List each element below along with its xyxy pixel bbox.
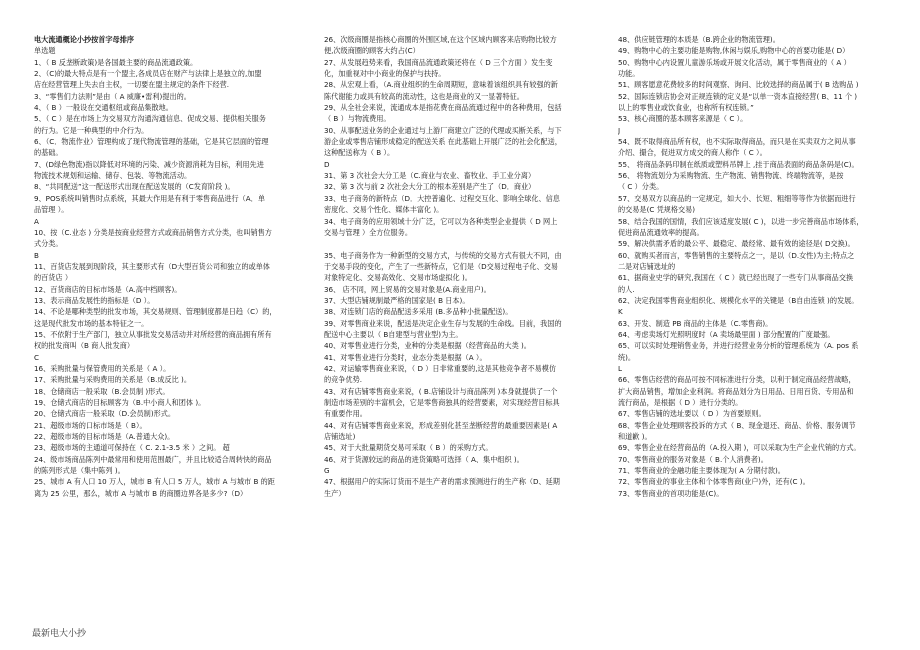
text-line: 对象特定化、交易高效化、交易市场虚拟化 )。 — [324, 273, 472, 283]
text-line: 59、解决供需矛盾的最公平、最稳定、最经常、最有效的途径是( D交换)。 — [618, 239, 855, 249]
text-line: 交易与管理 ）全方位服务。 — [324, 227, 412, 237]
text-line: 统)。 — [618, 352, 636, 362]
text-line: 42、对运输零售商业来说，（ D ）日非常重要的,这是其他竞争者不易模仿 — [324, 363, 557, 373]
text-line: 权的批发商叫（B 商人批发商） — [34, 341, 134, 351]
text-line: 68、零售企业处理顾客投诉的方式（ B、现金退还、商品、价格、服务调节 — [618, 420, 856, 430]
text-line: 7、(D绿色物流)指以降低对环境的污染、减少资源消耗为目标，利用先进 — [34, 159, 264, 169]
text-line: 的基础。 — [34, 148, 63, 158]
text-line: 55、 将商品条码印制在纸质或塑料吊牌上 ,挂于商品表面的商品条码是(C)。 — [618, 159, 859, 169]
text-line: 73、零售商业的首项功能是(C)。 — [618, 488, 724, 498]
text-line: 4、（ B ）一般设在交通枢纽或商品集散地。 — [34, 103, 173, 113]
text-line: 店在经营管理上失去自主权，一切要在盟主规定的条件下经营. — [34, 80, 230, 90]
text-line: 2、（C)的最大特点是有一个盟主,各成员店在财产与法律上是独立的,加盟 — [34, 69, 262, 79]
text-line: 25、城市 A 有人口 10 万人，城市 B 有人口 5 万人，城市 A 与城市 B 的距 — [34, 477, 275, 487]
text-line: B — [34, 250, 39, 260]
text-line: 14、不论是哪种类型的批发市场，其交易规则、管理制度都是日趋（C）的， — [34, 307, 277, 317]
text-line: 于交易手段的变化，产生了一些新特点，它们是（D交易过程电子化、交易 — [324, 261, 558, 271]
text-line: 45、对于大批量期货交易可采取（ B ）的采购方式。 — [324, 443, 493, 453]
text-line: 72、零售商业的事业主体和个体零售商(业户)外，还有(C )。 — [618, 477, 810, 487]
text-line: 29、从全社会来说，流通成本是指花费在商品流通过程中的各种费用，包括 — [324, 103, 562, 113]
text-line: 61、据商业史学的研究,我国在（ C ）就已经出现了一些专门从事商品交换 — [618, 273, 854, 283]
text-line: 生产） — [324, 488, 346, 498]
text-line: 63、开发、制造 PB 商品的主体是（C.零售商)。 — [618, 318, 773, 328]
text-line: 10、按（C.业态 ) 分类是按商业经营方式或商品销售方式分类，也叫销售方 — [34, 227, 272, 237]
text-line: 离为 25 公里，那么，城市 A 与城市 B 的商圈边界各是多少?（D） — [34, 488, 248, 498]
text-line: 66、零售店经营的商品可按不同标准进行分类，以利于制定商品经营战略， — [618, 375, 856, 385]
text-line: 38、对连锁门店的商品配送多采用 (B.多品种小批量配送)。 — [324, 307, 513, 317]
text-line: 36、 店不同，网上贸易的交易对象是(A.商业用户)。 — [324, 284, 491, 294]
text-line: 54、既不取得商品所有权，也不实际取得商品，而只是在买卖双方之间从事 — [618, 137, 856, 147]
text-line: 16、采购批量与保管费用的关系是（ A ）。 — [34, 363, 171, 373]
text-line: 27、从发展趋势来看，我国商品流通政策还将在（ D 三个方面 ）发生变 — [324, 57, 553, 67]
text-line: 的竞争优势. — [324, 375, 362, 385]
text-line: 密度化、交易个性化、媒体丰富化 )。 — [324, 205, 444, 215]
text-line: 功能。 — [618, 69, 640, 79]
text-line: 71、零售商业的金融功能主要体现为( A 分期付款)。 — [618, 466, 785, 476]
text-line: 22、超级市场的目标市场是（A.普通大众)。 — [34, 432, 175, 442]
text-line — [324, 238, 599, 249]
text-line: 64、考虑卖场灯光照明度时（A 卖场最里面 ) 部分配置的广度最强。 — [618, 329, 835, 339]
text-line: 单选题 — [34, 46, 56, 56]
text-line: 35、电子商务作为一种新型的交易方式，与传统的交易方式有很大不同，由 — [324, 250, 562, 260]
text-line: 70、零售商业的服务对象是（ B.个人消费者)。 — [618, 454, 768, 464]
text-line: 69、零售企业在经营商品的（A.投入期 )，可以采取为生产企业代销的方式。 — [618, 443, 861, 453]
text-line: 43、对有店铺零售商业来说，( B.店铺设计与商品陈列 )本身就提供了一个 — [324, 386, 558, 396]
text-line: 26、次级商圈是指核心商圈的外围区域,在这个区域内顾客来店购物比较方 — [324, 35, 557, 44]
text-line: 陈代谢能力或具有较高的流动性，这也是商业的又一显著特征。 — [324, 91, 524, 101]
text-line: 21、超级市场的口标市场是（ B）。 — [34, 420, 147, 430]
text-line: 制造市场差别的丰富机会，它是零售商独具的经营要素，对实现经营目标具 — [324, 398, 560, 407]
text-line: 60、就购买者而言，零售销售的主要特点之一，是以（D.女性)为主;特点之 — [618, 250, 855, 260]
text-line: 18、仓储商店一般采取（B.会员制 )形式。 — [34, 386, 170, 396]
text-line: A — [34, 216, 39, 226]
text-line: K — [618, 307, 623, 317]
column-left — [34, 34, 306, 499]
text-line: 的交易是(C 凭规格交易) — [618, 205, 696, 215]
text-line: 13、表示商品发展性的指标是（D ）。 — [34, 295, 155, 305]
page-footer: 最新电大小抄 — [32, 629, 87, 639]
column-middle — [324, 34, 599, 499]
text-line: 19、仓储式商店的目标顾客为（B.中小商人和团体 )。 — [34, 398, 206, 407]
text-line: 47、根据用户的实际订货而不是生产者的需求预测进行的生产称（D、延期 — [324, 477, 560, 487]
text-line: 促进商品流通效率的提高。 — [618, 227, 704, 237]
text-line: 28、从宏观上看，（A.商业组织的生命周期短，意味着该组织具有较强的新 — [324, 80, 558, 90]
text-line: 51、顾客愿意花费较多的时间观察、询问、比较选择的商品属于( B 选购品 ) — [618, 80, 859, 90]
text-line: 3、“零售们力法则”是由（ A 威廉•雷利)提出的。 — [34, 91, 191, 101]
text-line: L — [618, 363, 622, 373]
text-line: 52、国际连锁店协会对正规连锁的定义是“以单一资本直接经营( B、11 个 ) — [618, 91, 858, 101]
text-line: 57、交易双方以商品的一定规定，如大小、长短、粗细等等作为依据而进行 — [618, 193, 856, 203]
text-line: 的人. — [618, 284, 635, 294]
text-line: 1、（ B 反垄断政策)是各国最主要的商品流通政策。 — [34, 57, 198, 67]
text-line: 39、对零售商业来说，配送是决定企业生存与发展的生命线。目前，我国的 — [324, 318, 562, 328]
text-line: 12、百货商店的目标市场是（A.高中档顾客)。 — [34, 284, 182, 294]
text-line: 30、从事配送业务的企业通过与上游厂商建立广泛的代理或买断关系，与下 — [324, 125, 562, 135]
text-line: 23、超级市场的主通道可保持在（ C. 2.1-3.5 米 ）之间。 超 — [34, 443, 230, 453]
text-line: 20、仓储式商店一般采取（D.会员制)形式。 — [34, 409, 176, 419]
text-line: 24、级市场商品陈列中最常用和使用范围最广，并且比较适合周转快的商品 — [34, 454, 272, 464]
text-line: 65、可以实时处理销售业务，并进行经营业务分析的管理系统为（A. pos 系 — [618, 341, 859, 351]
text-line: 33、电子商务的新特点（D．大控普遍化、过程交互化、影响全球化、信息 — [324, 193, 560, 203]
text-line: 的陈列形式是（集中陈列 )。 — [34, 466, 125, 476]
text-line: 8、“共同配送”这一配送形式出现在配送发展的（C发育阶段 )。 — [34, 182, 235, 192]
text-line: J — [618, 125, 621, 135]
text-line: 53、核心商圈的基本顾客来源是（ C ）。 — [618, 114, 748, 124]
text-line: 配送中心主要以（ B自建型与营业型)为主。 — [324, 329, 463, 339]
text-line: 56、 将物流划分为采购物流、生产物流、销售物流、终端物流等，是按 — [618, 171, 844, 181]
text-line: 40、对零售业进行分类，业种的分类是根据（经营商品的大类 )。 — [324, 341, 531, 351]
text-line: 有重要作用。 — [324, 409, 367, 419]
text-line: 46、对于货源较远的商品的进货策略可选择（ A、集中组织 )。 — [324, 454, 524, 464]
text-line: 店铺选址) — [324, 432, 356, 442]
text-line: 扩大商品销售，增加企业利润。将商品划分为日用品、日用百货、专用品和 — [618, 386, 854, 396]
text-line: 44、对有店铺零售商业来说，形成差别化甚至垄断经营的最重要因素是( A — [324, 420, 558, 430]
text-line: 这种配送称为（ B ）。 — [324, 148, 395, 158]
text-line: 11、百货店发展到现阶段，其主要形式有（D大型百货公司和独立的或单体 — [34, 261, 270, 271]
text-line: 以上的零售业或饮食业，也称所有权连锁。” — [618, 103, 754, 113]
text-line: （ C ）分类。 — [618, 182, 664, 192]
text-line: 58、结合我国的国情，我们应该适度发展( C )，以进一步完善商品市场体系， — [618, 216, 864, 226]
text-line: 50、购物中心内设置儿童游乐场或开展文化活动，属于零售商业的（ A ） — [618, 57, 851, 67]
text-line: 的百货店 ） — [34, 273, 72, 283]
text-line: 便,次级商圈的顾客大约占(C） — [324, 46, 420, 56]
text-line: C — [34, 352, 39, 362]
document-title: 电大流通概论小抄按首字母排序 — [34, 35, 134, 44]
text-line: 和道歉 )。 — [618, 432, 652, 442]
text-line: 的行为。它是一种典型的中介行为。 — [34, 125, 149, 135]
text-line: 15、不依附于生产部门，独立从事批发交易活动并对所经营的商品拥有所有 — [34, 329, 272, 339]
text-line: 32、第 3 次与前 2 次社会大分工的根本差别是产生了（D．商业） — [324, 182, 536, 192]
text-line: 67、零售店铺的选址要以（ D ）为首要原则。 — [618, 409, 766, 419]
text-line: 介绍、撮合，促进双方成交的商人称作（ C ）。 — [618, 148, 767, 158]
text-line: 37、大型店铺规制最严格的国家是( B 日本)。 — [324, 295, 470, 305]
text-line: 17、采购批量与采购费用的关系是（B.成反比 )。 — [34, 375, 191, 385]
text-line: 这是现代批发市场的基本特征之一。 — [34, 318, 149, 328]
text-line: 62、决定我国零售商业组织化、规模化水平的关键是（B自由连锁 )的发展。 — [618, 295, 859, 305]
text-line: 化，加重视对中小商业的保护与扶持。 — [324, 69, 446, 79]
text-line: 5、（ C ）是在市场上为交易双方沟通沟通信息、促成交易、提供相关服务 — [34, 114, 266, 124]
text-line: （ B ）与物流费用。 — [324, 114, 391, 124]
text-line: 49、购物中心的主要功能是购物,休闲与娱乐,购物中心的首要功能是( D） — [618, 46, 850, 56]
text-line: 31、第 3 次社会大分工是（C.商业与农业、畜牧业、手工业分离） — [324, 171, 536, 181]
column-right — [618, 34, 888, 499]
text-line: 48、供应链管理的本质是（B.跨企业的物流管理)。 — [618, 35, 780, 44]
text-line: 流行商品，是根据（ D ）进行分类的。 — [618, 398, 743, 407]
text-line: 品管理 ）。 — [34, 205, 69, 215]
text-line: 34、电子商务的应用领域十分广泛，它可以为各种类型企业提供（ D 网上 — [324, 216, 558, 226]
text-line: 41、对零售业进行分类时，业态分类是根据（A ）。 — [324, 352, 487, 362]
text-line: D — [324, 159, 330, 169]
text-line: 9、POS系统叫销售时点系统，其最大作用是有利于零售商品进行（A．单 — [34, 193, 265, 203]
text-line: 物流技术规划和运输、储存、包装、等物流活动。 — [34, 171, 192, 181]
text-line: 游企业或零售店铺形成稳定的配送关系 在此基础上开展广泛的社会化配送， — [324, 137, 562, 147]
text-line: G — [324, 466, 330, 476]
text-line: 式分类。 — [34, 239, 63, 249]
text-line: 二是对店铺选址的 — [618, 261, 676, 271]
text-line: 6、（C．物流作业）管理构成了现代物流管理的基础，它是其它层面的管理 — [34, 137, 269, 147]
